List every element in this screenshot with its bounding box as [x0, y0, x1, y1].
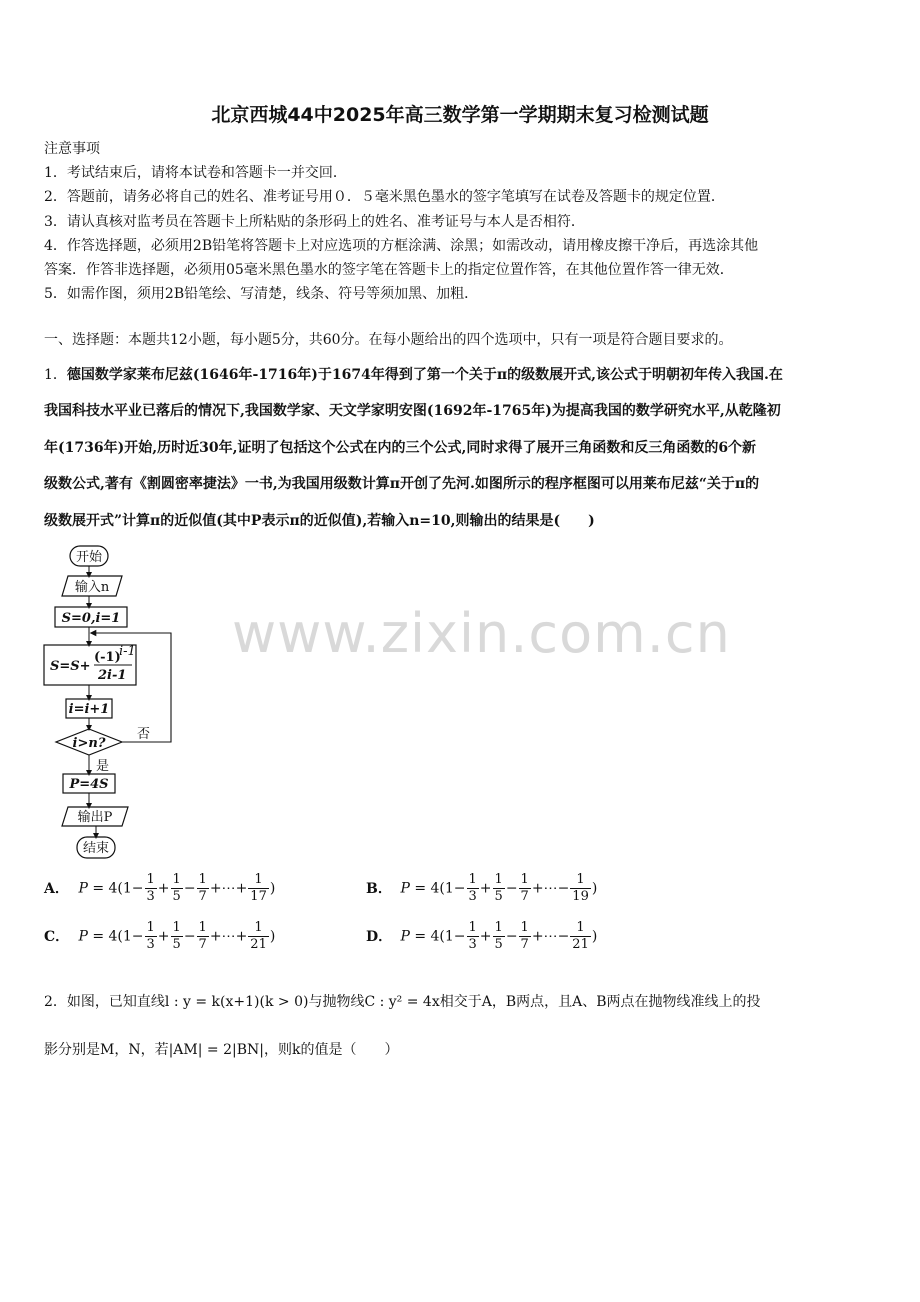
- question-text-line: 如图，已知直线l : y = k(x+1)(k > 0)与抛物线C : y² = 4x相交于A，B两点，且A、B两点在抛物线准线上的投: [66, 994, 761, 1010]
- page-title: 北京西城44中2025年高三数学第一学期期末复习检测试题: [211, 104, 709, 126]
- option-last-sign: −: [557, 928, 570, 945]
- option-last-sign: −: [557, 880, 570, 897]
- yes-label: 是: [96, 759, 110, 774]
- option-c[interactable]: C． P = 4(1− $\frac{1}{3}$ + $\frac{1}{5}$ − $\frac{1}{7}$ +⋯+ $\frac{1}{21}$ ): [44, 920, 276, 952]
- notes-section: [44, 137, 884, 306]
- option-d[interactable]: D． P = 4(1− $\frac{1}{3}$ + $\frac{1}{5}$ − $\frac{1}{7}$ +⋯− $\frac{1}{21}$ ): [366, 920, 598, 952]
- end-label: 结束: [82, 841, 110, 856]
- option-last-sign: +: [235, 880, 248, 897]
- question-text-line: 我国科技水平业已落后的情况下,我国数学家、天文学家明安图(1692年-1765年)为提高我国的数学研究水平,从乾隆初: [44, 403, 781, 420]
- option-b[interactable]: B． P = 4(1− $\frac{1}{3}$ + $\frac{1}{5}$ − $\frac{1}{7}$ +⋯− $\frac{1}{19}$ ): [366, 872, 598, 904]
- decision-label: i>n?: [72, 736, 106, 751]
- note-item: 1．考试结束后，请将本试卷和答题卡一并交回．: [44, 165, 347, 182]
- question-text-line: 年(1736年)开始,历时近30年,证明了包括这个公式在内的三个公式,同时求得了展开三角函数和反三角函数的6个新: [44, 439, 757, 456]
- option-label: C．: [44, 928, 70, 945]
- init-label: S=0,i=1: [61, 611, 121, 626]
- note-item: 2．答题前，请务必将自己的姓名、准考证号用０．５毫米黑色墨水的签字笔填写在试卷及答题卡的规定位置．: [44, 189, 725, 206]
- increment-label: i=i+1: [68, 702, 110, 717]
- option-last-denominator: 17: [250, 889, 267, 904]
- question-text-line: 德国数学家莱布尼兹(1646年-1716年)于1674年得到了第一个关于π的级数展开式,该公式于明朝初年传入我国.在: [66, 367, 783, 383]
- input-label: 输入n: [74, 580, 110, 595]
- option-last-sign: +: [235, 928, 248, 945]
- update-exponent: i-1: [119, 644, 136, 659]
- question-1: [44, 357, 880, 539]
- watermark: www.zixin.com.cn: [232, 602, 731, 665]
- option-last-denominator: 21: [572, 937, 589, 952]
- note-item: 答案．作答非选择题，必须用05毫米黑色墨水的签字笔在答题卡上的指定位置作答，在其他位置作答一律无效．: [44, 262, 734, 279]
- option-last-denominator: 19: [572, 889, 589, 904]
- option-last-denominator: 21: [250, 937, 267, 952]
- question-number: 2．: [44, 994, 67, 1010]
- question-text-line: 影分别是M，N，若|AM| = 2|BN|，则k的值是（ ）: [44, 1042, 399, 1058]
- option-label: D．: [366, 928, 393, 945]
- update-denominator: 2i-1: [98, 668, 127, 683]
- assign-label: P=4S: [69, 777, 109, 792]
- question-number: 1．: [44, 367, 67, 383]
- option-a[interactable]: A． P = 4(1− $\frac{1}{3}$ + $\frac{1}{5}$ − $\frac{1}{7}$ +⋯+ $\frac{1}{17}$ ): [44, 872, 276, 904]
- notes-heading: 注意事项: [44, 141, 100, 157]
- flowchart: [36, 538, 186, 866]
- question-2: [44, 978, 884, 1074]
- note-item: 5．如需作图，须用2B铅笔绘、写清楚，线条、符号等须加黑、加粗．: [44, 286, 479, 303]
- section-heading: 一、选择题：本题共12小题，每小题5分，共60分。在每小题给出的四个选项中，只有一项是符合题目要求的。: [44, 332, 733, 348]
- start-label: 开始: [75, 550, 103, 565]
- option-label: A．: [44, 880, 69, 897]
- question-text-line: 级数展开式”计算π的近似值(其中P表示π的近似值),若输入n=10,则输出的结果是( ): [44, 512, 595, 529]
- question-text-line: 级数公式,著有《割圆密率捷法》一书,为我国用级数计算π开创了先河.如图所示的程序框图可以用莱布尼兹“关于π的: [44, 476, 760, 493]
- note-item: 3．请认真核对监考员在答题卡上所粘贴的条形码上的姓名、准考证号与本人是否相符．: [44, 213, 585, 230]
- no-label: 否: [137, 727, 151, 742]
- update-lhs: S=S+: [50, 659, 91, 674]
- update-numerator: (-1): [94, 650, 121, 665]
- note-item: 4．作答选择题，必须用2B铅笔将答题卡上对应选项的方框涂满、涂黑；如需改动，请用橡皮擦干净后，再选涂其他: [44, 237, 759, 254]
- output-label: 输出P: [77, 810, 113, 825]
- option-label: B．: [366, 880, 392, 897]
